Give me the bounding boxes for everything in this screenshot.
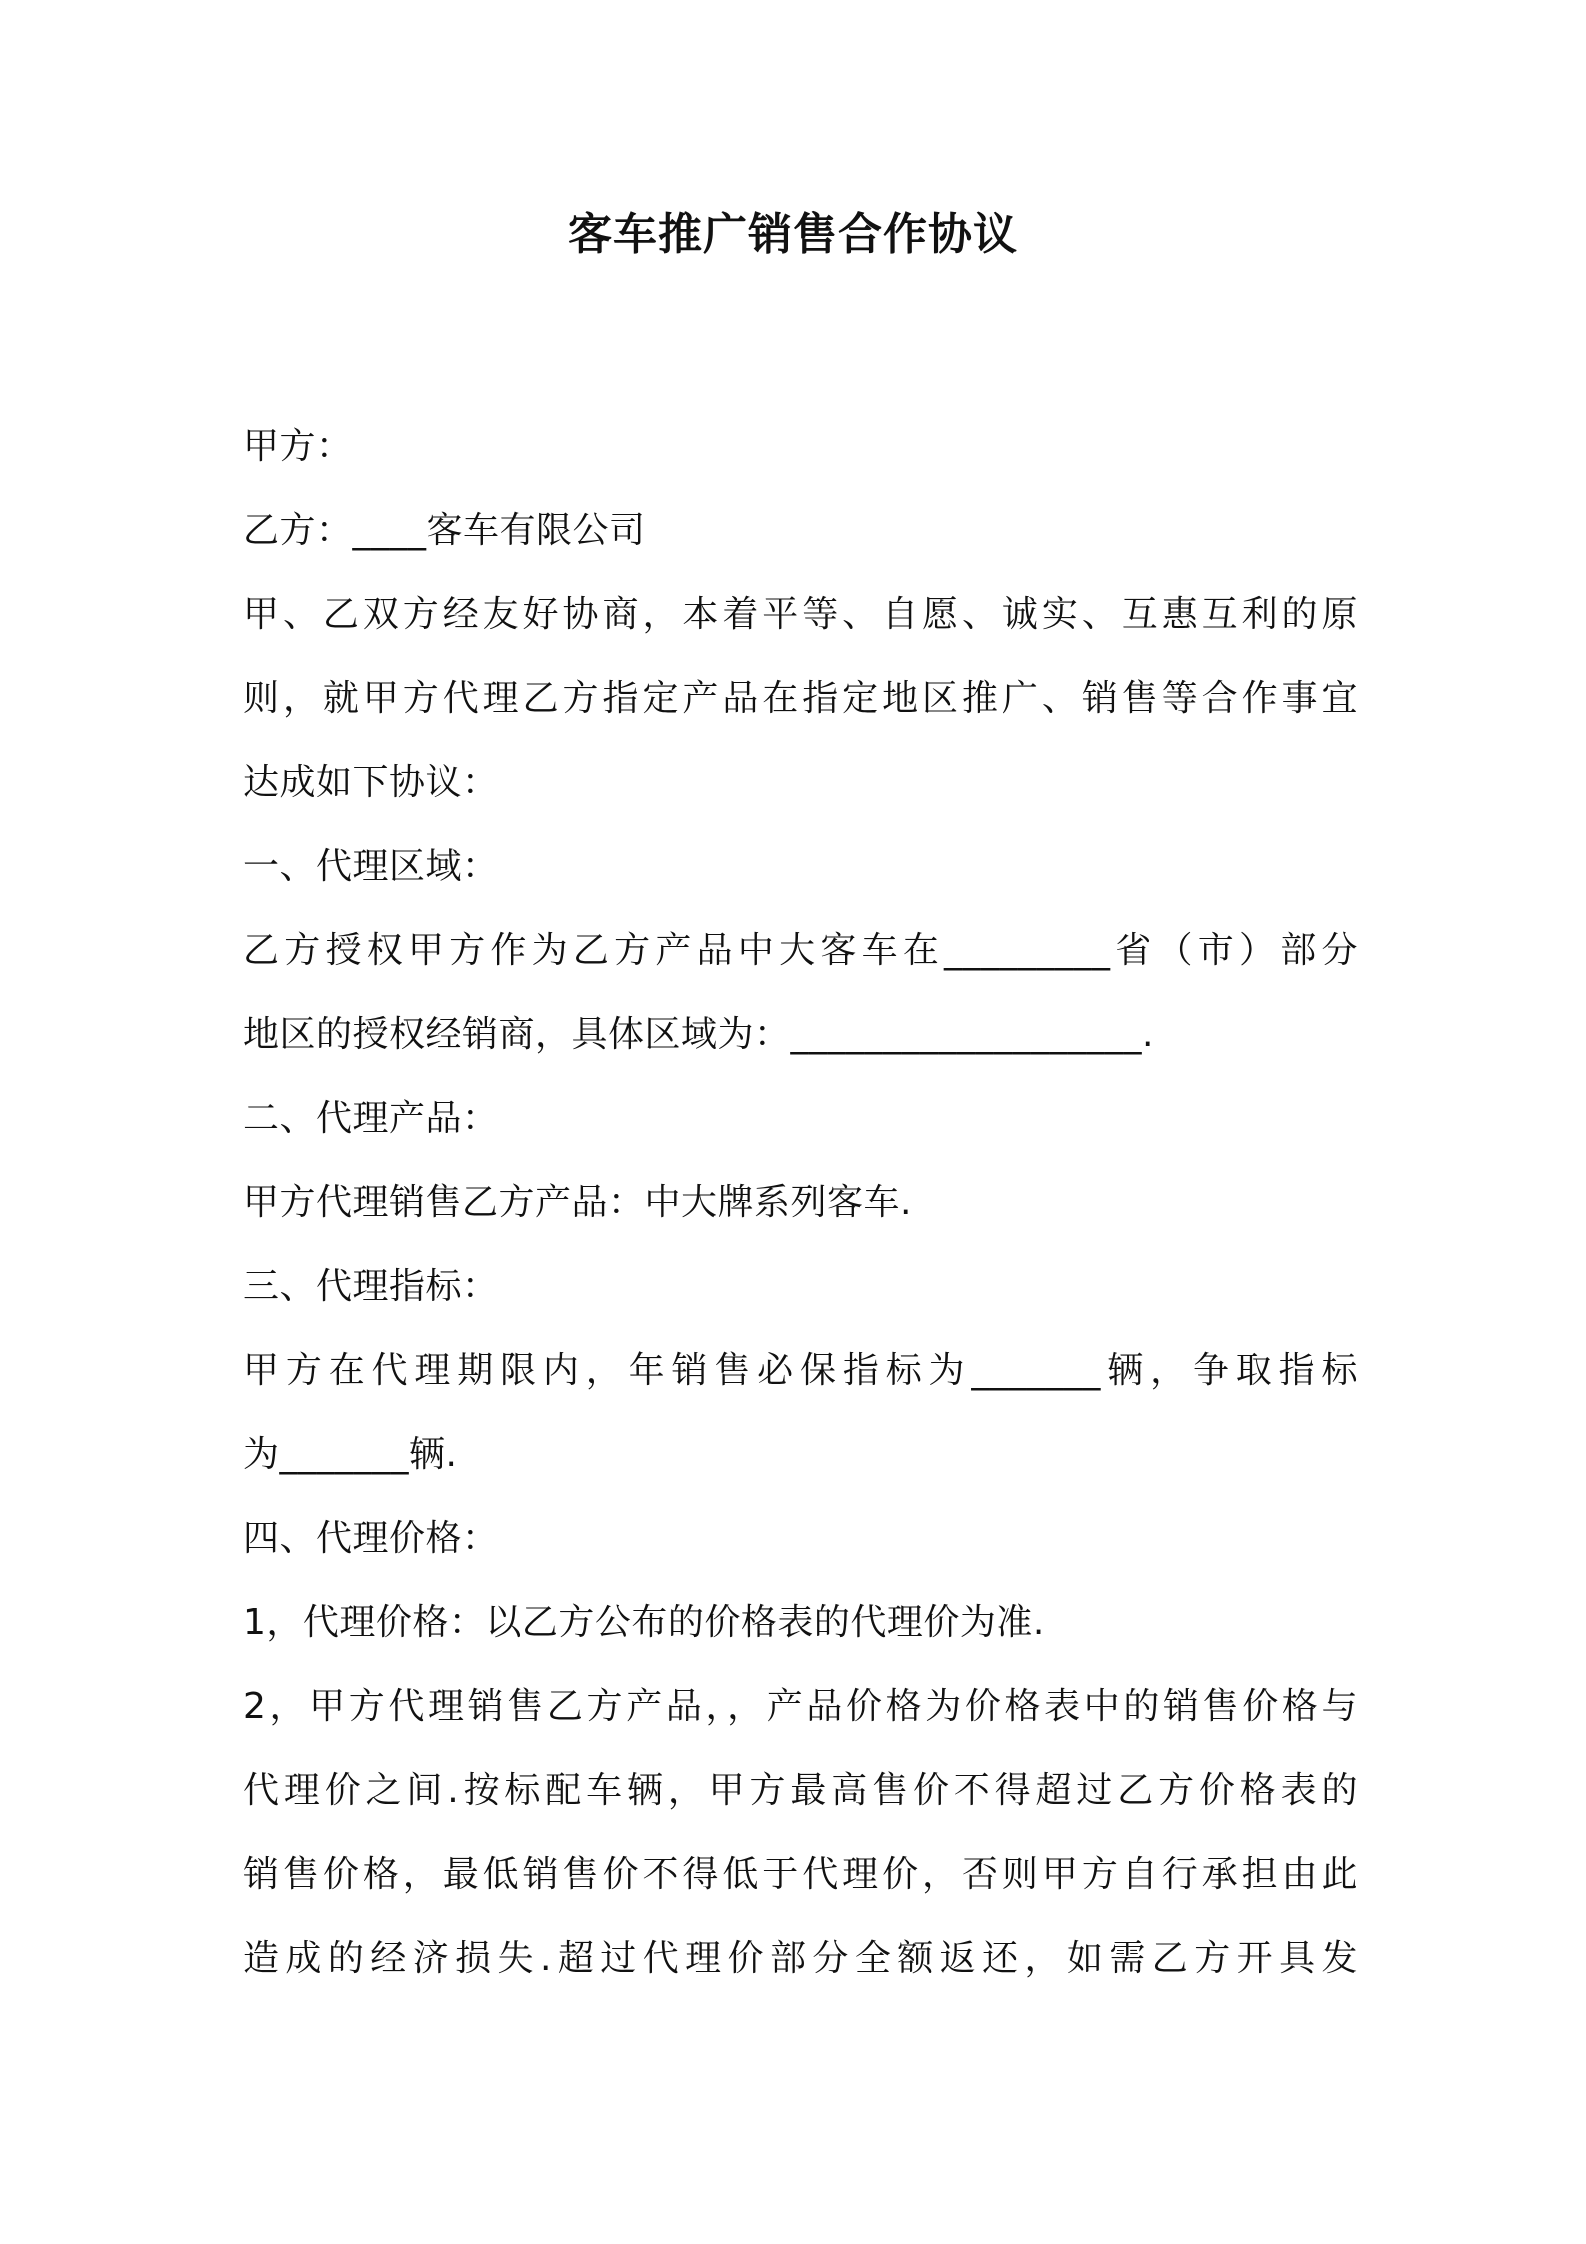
preamble-line-1: 甲、乙双方经友好协商，本着平等、自愿、诚实、互惠互利的原 [243,594,1358,635]
section-heading-2: 二、代理产品： [243,1098,499,1139]
section-3-line-1: 甲方在代理期限内，年销售必保指标为_______辆，争取指标 [243,1350,1358,1391]
section-4-item-2-line-1: 2，甲方代理销售乙方产品，，产品价格为价格表中的销售价格与 [243,1686,1358,1727]
section-4-item-2-line-3: 销售价格，最低销售价不得低于代理价，否则甲方自行承担由此 [243,1854,1358,1895]
section-heading-4: 四、代理价格： [243,1518,499,1559]
document-title: 客车推广销售合作协议 [568,209,1018,260]
section-heading-3: 三、代理指标： [243,1266,499,1307]
section-1-line-2: 地区的授权经销商，具体区域为：___________________. [243,1014,1154,1055]
preamble-line-3: 达成如下协议： [243,762,499,803]
section-3-line-2: 为_______辆. [243,1434,458,1475]
party-a-line: 甲方： [243,426,353,467]
section-heading-1: 一、代理区域： [243,846,499,887]
document-body [243,405,1358,2001]
section-1-line-1: 乙方授权甲方作为乙方产品中大客车在_________省（市）部分 [243,930,1358,971]
section-4-item-2-line-4: 造成的经济损失.超过代理价部分全额返还，如需乙方开具发 [243,1938,1358,1979]
section-4-item-1: 1，代理价格：以乙方公布的价格表的代理价为准. [243,1602,1045,1643]
section-2-line-1: 甲方代理销售乙方产品：中大牌系列客车. [243,1182,912,1223]
preamble-line-2: 则，就甲方代理乙方指定产品在指定地区推广、销售等合作事宜 [243,678,1358,719]
party-b-line: 乙方：____客车有限公司 [243,510,646,551]
section-4-item-2-line-2: 代理价之间.按标配车辆，甲方最高售价不得超过乙方价格表的 [243,1770,1358,1811]
